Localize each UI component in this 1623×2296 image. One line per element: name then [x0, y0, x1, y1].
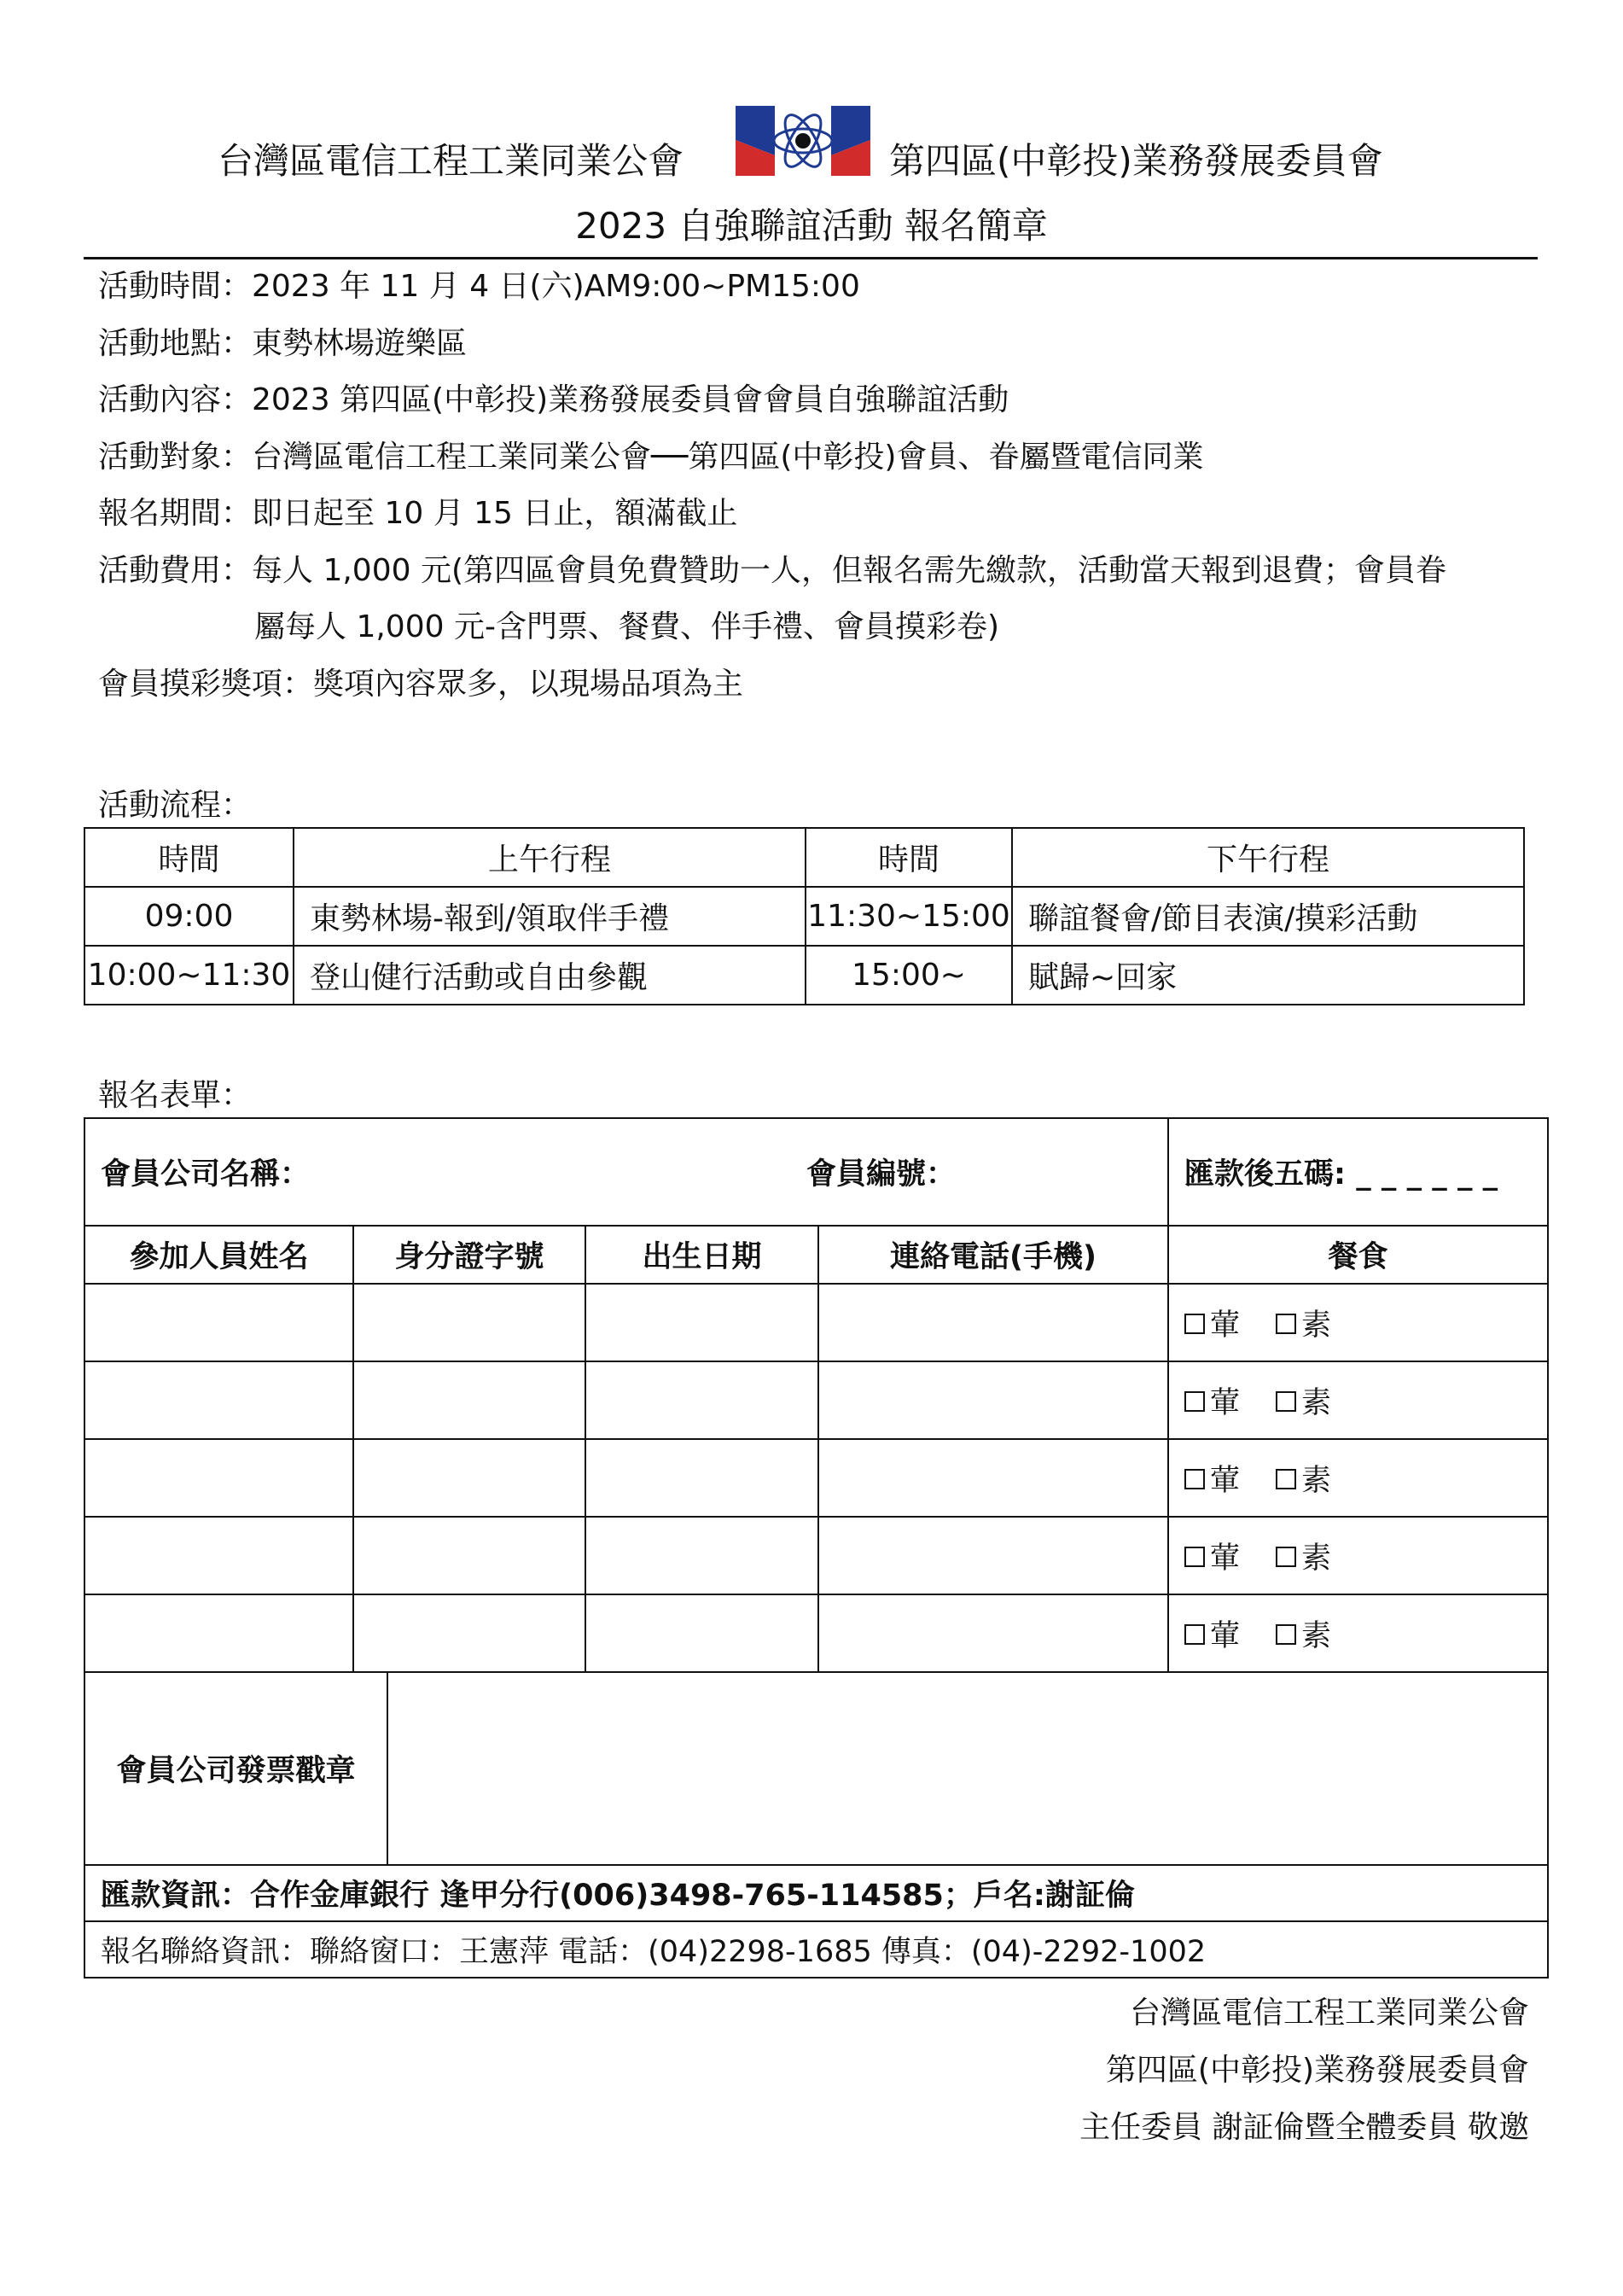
info-activity-content: 活動內容：2023 第四區(中彰投)業務發展委員會會員自強聯誼活動: [98, 382, 1009, 417]
phone-field[interactable]: [818, 1517, 1168, 1594]
vegetarian-option-label: 素: [1301, 1618, 1332, 1653]
name-field[interactable]: [84, 1439, 353, 1517]
schedule-header-afternoon: 下午行程: [1012, 828, 1524, 887]
header: [0, 126, 1623, 186]
name-field[interactable]: [84, 1284, 353, 1361]
form-label: 報名表單：: [98, 1078, 253, 1113]
table-row: [84, 887, 1524, 946]
registration-form-table: [84, 1117, 1549, 1978]
info-activity-fee: 活動費用：每人 1,000 元(第四區會員免費贊助一人，但報名需先繳款，活動當天報到退費；會員眷: [98, 553, 1446, 588]
id-field[interactable]: [353, 1361, 585, 1439]
meal-cell: [1168, 1361, 1548, 1439]
vegetarian-checkbox[interactable]: [1276, 1469, 1296, 1489]
col-header-name: 參加人員姓名: [84, 1226, 353, 1284]
association-emblem-icon: [736, 106, 870, 176]
stamp-label: 會員公司發票戳章: [84, 1672, 387, 1865]
org-name-left: 台灣區電信工程工業同業公會: [218, 140, 684, 182]
table-row: [84, 1284, 1548, 1361]
schedule-cell: 09:00: [84, 887, 294, 946]
schedule-cell: 登山健行活動或自由參觀: [294, 946, 806, 1005]
schedule-header-time-pm: 時間: [806, 828, 1012, 887]
id-field[interactable]: [353, 1517, 585, 1594]
footer-signature: 主任委員 謝証倫暨全體委員 敬邀: [1079, 2110, 1529, 2145]
meat-checkbox[interactable]: [1184, 1624, 1205, 1645]
member-no-label: 會員編號：: [806, 1157, 957, 1192]
vegetarian-option-label: 素: [1301, 1385, 1332, 1420]
title-divider: [84, 257, 1538, 259]
vegetarian-checkbox[interactable]: [1276, 1624, 1296, 1645]
meal-cell: [1168, 1594, 1548, 1672]
info-activity-fee-continued: 屬每人 1,000 元-含門票、餐費、伴手禮、會員摸彩卷): [254, 609, 999, 644]
id-field[interactable]: [353, 1594, 585, 1672]
vegetarian-option-label: 素: [1301, 1541, 1332, 1576]
phone-field[interactable]: [818, 1594, 1168, 1672]
schedule-cell: 聯誼餐會/節目表演/摸彩活動: [1012, 887, 1524, 946]
col-header-id: 身分證字號: [353, 1226, 585, 1284]
phone-field[interactable]: [818, 1439, 1168, 1517]
page-title: 2023 自強聯誼活動 報名簡章: [575, 205, 1048, 247]
meat-option-label: 葷: [1210, 1385, 1241, 1420]
info-activity-target: 活動對象：台灣區電信工程工業同業公會──第四區(中彰投)會員、眷屬暨電信同業: [98, 440, 1204, 475]
schedule-cell: 10:00~11:30: [84, 946, 294, 1005]
info-registration-period: 報名期間：即日起至 10 月 15 日止，額滿截止: [98, 496, 738, 531]
vegetarian-checkbox[interactable]: [1276, 1314, 1296, 1334]
info-activity-location: 活動地點：東勢林場遊樂區: [98, 326, 468, 361]
meal-cell: [1168, 1517, 1548, 1594]
name-field[interactable]: [84, 1361, 353, 1439]
stamp-area[interactable]: [387, 1672, 1548, 1865]
col-header-meal: 餐食: [1168, 1226, 1548, 1284]
info-activity-time: 活動時間：2023 年 11 月 4 日(六)AM9:00~PM15:00: [98, 269, 860, 304]
meal-cell: [1168, 1284, 1548, 1361]
schedule-cell: 東勢林場-報到/領取伴手禮: [294, 887, 806, 946]
table-row: [84, 1439, 1548, 1517]
schedule-header-time-am: 時間: [84, 828, 294, 887]
meat-option-label: 葷: [1210, 1308, 1241, 1343]
footer-committee: 第四區(中彰投)業務發展委員會: [1105, 2053, 1529, 2088]
company-info-cell[interactable]: [84, 1118, 1168, 1226]
birthdate-field[interactable]: [585, 1361, 818, 1439]
schedule-cell: 15:00~: [806, 946, 1012, 1005]
name-field[interactable]: [84, 1594, 353, 1672]
schedule-cell: 11:30~15:00: [806, 887, 1012, 946]
meat-option-label: 葷: [1210, 1618, 1241, 1653]
table-row: [84, 1517, 1548, 1594]
vegetarian-checkbox[interactable]: [1276, 1391, 1296, 1412]
birthdate-field[interactable]: [585, 1517, 818, 1594]
meat-checkbox[interactable]: [1184, 1469, 1205, 1489]
table-row: [84, 946, 1524, 1005]
schedule-header-morning: 上午行程: [294, 828, 806, 887]
col-header-phone: 連絡電話(手機): [818, 1226, 1168, 1284]
birthdate-field[interactable]: [585, 1284, 818, 1361]
schedule-table: [84, 827, 1525, 1005]
contact-info: 報名聯絡資訊：聯絡窗口：王憲萍 電話：(04)2298-1685 傳真：(04)-2292-1002: [84, 1921, 1548, 1978]
table-row: [84, 1594, 1548, 1672]
meat-option-label: 葷: [1210, 1463, 1241, 1498]
meat-checkbox[interactable]: [1184, 1314, 1205, 1334]
bank-info: 匯款資訊：合作金庫銀行 逢甲分行(006)3498-765-114585；戶名:謝証倫: [84, 1865, 1548, 1921]
schedule-header-row: [84, 828, 1524, 887]
remit-last5-cell[interactable]: [1168, 1118, 1548, 1226]
company-row: [84, 1118, 1548, 1226]
phone-field[interactable]: [818, 1284, 1168, 1361]
company-name-label: 會員公司名稱：: [101, 1157, 311, 1192]
footer-org: 台灣區電信工程工業同業公會: [1129, 1996, 1529, 2031]
table-row: [84, 1361, 1548, 1439]
col-header-birthdate: 出生日期: [585, 1226, 818, 1284]
remit-last5-label: 匯款後五碼: _ _ _ _ _ _: [1184, 1157, 1498, 1192]
id-field[interactable]: [353, 1439, 585, 1517]
contact-row: [84, 1921, 1548, 1978]
vegetarian-option-label: 素: [1301, 1463, 1332, 1498]
id-field[interactable]: [353, 1284, 585, 1361]
meat-option-label: 葷: [1210, 1541, 1241, 1576]
meal-cell: [1168, 1439, 1548, 1517]
schedule-cell: 賦歸~回家: [1012, 946, 1524, 1005]
info-lottery-prizes: 會員摸彩獎項：獎項內容眾多，以現場品項為主: [98, 667, 744, 702]
org-name-right: 第四區(中彰投)業務發展委員會: [889, 140, 1383, 182]
vegetarian-option-label: 素: [1301, 1308, 1332, 1343]
birthdate-field[interactable]: [585, 1439, 818, 1517]
phone-field[interactable]: [818, 1361, 1168, 1439]
name-field[interactable]: [84, 1517, 353, 1594]
schedule-label: 活動流程：: [98, 788, 253, 823]
stamp-row: [84, 1672, 1548, 1865]
bank-row: [84, 1865, 1548, 1921]
birthdate-field[interactable]: [585, 1594, 818, 1672]
meat-checkbox[interactable]: [1184, 1391, 1205, 1412]
vegetarian-checkbox[interactable]: [1276, 1547, 1296, 1567]
form-header-row: [84, 1226, 1548, 1284]
meat-checkbox[interactable]: [1184, 1547, 1205, 1567]
